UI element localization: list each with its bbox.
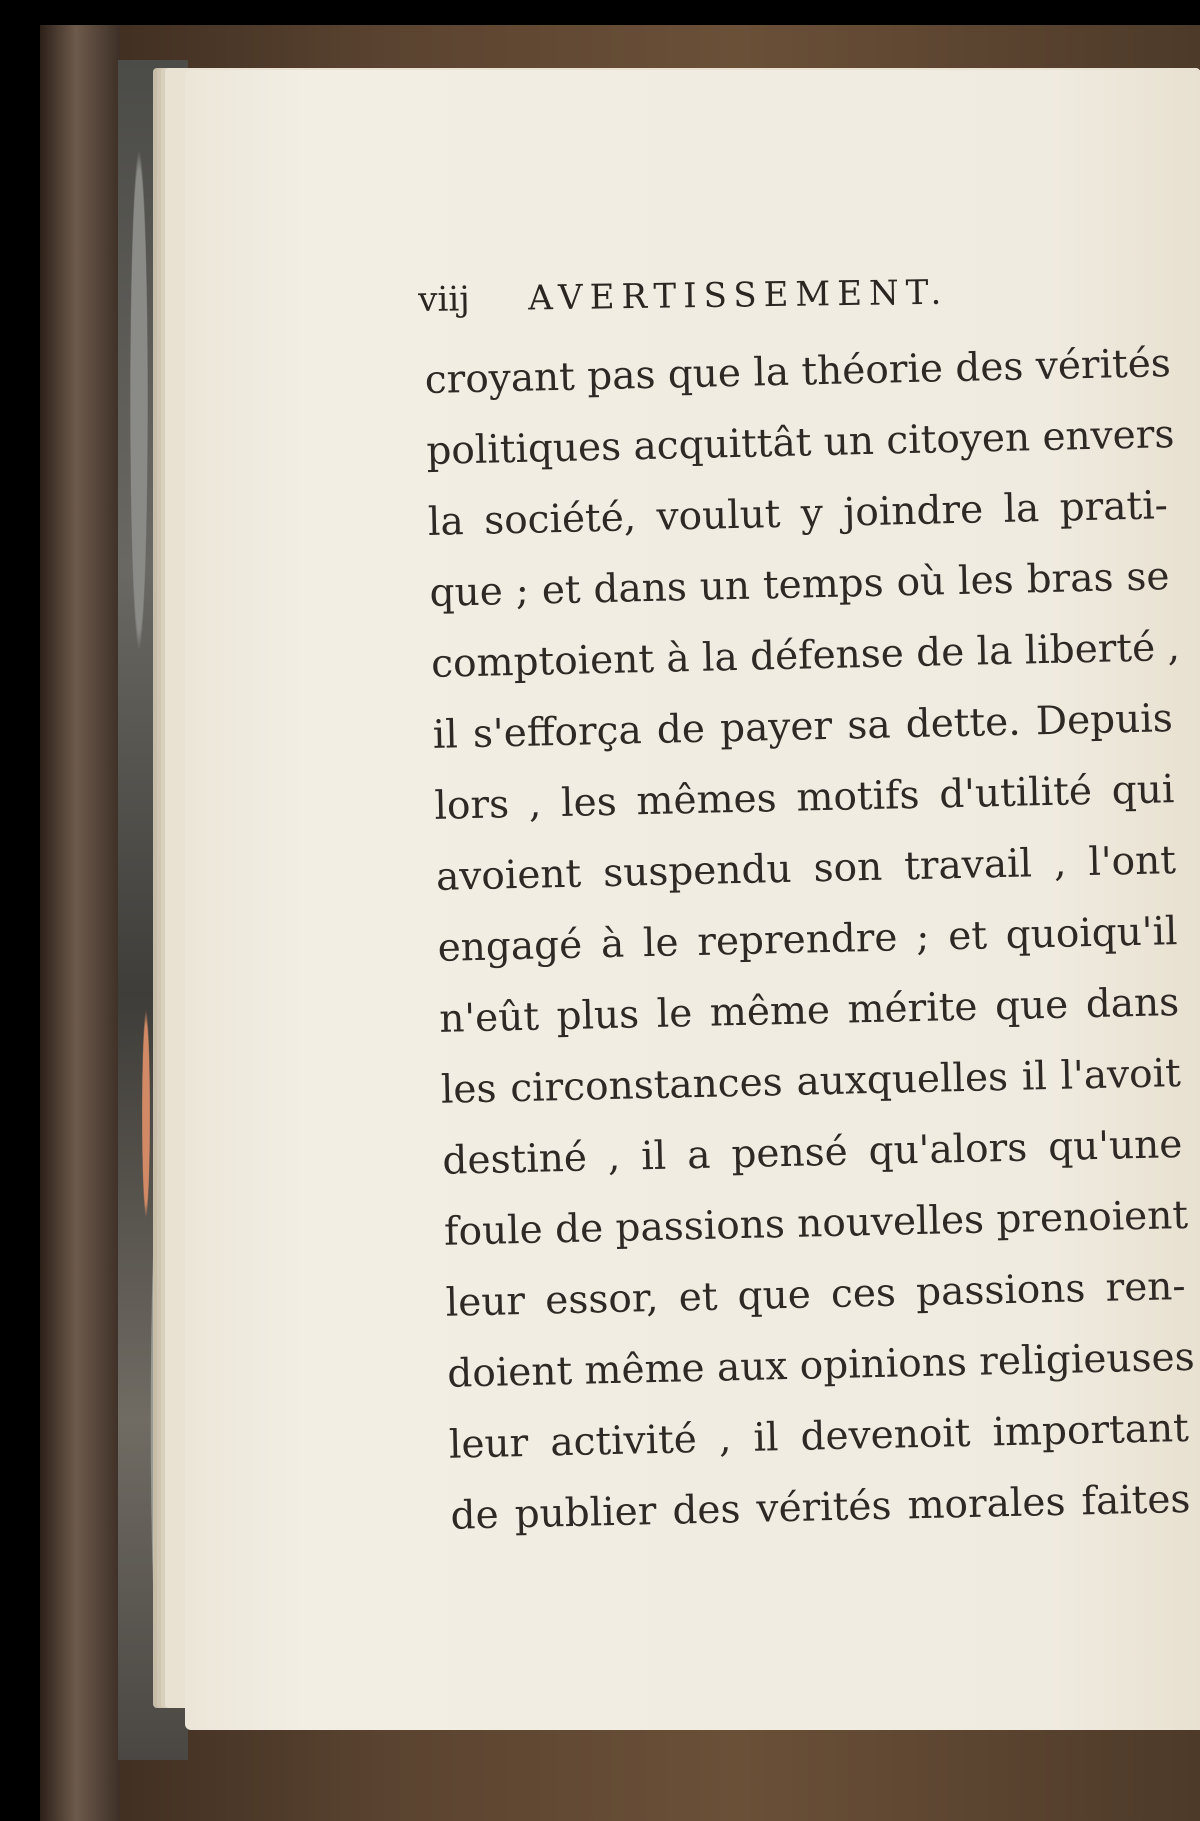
page-number: viij — [418, 279, 471, 320]
text-line: doient même aux opinions religieuses — [446, 1334, 1196, 1397]
text-line: il s'efforça de payer sa dette. Depuis — [432, 696, 1174, 758]
running-head — [418, 272, 1019, 320]
text-line: lors , les mêmes motifs d'utilité qui — [433, 767, 1175, 829]
text-line: avoient suspendu son travail , l'ont — [435, 838, 1177, 900]
text-line: foule de passions nouvelles prenoient — [443, 1192, 1189, 1255]
body-text — [424, 328, 1196, 1551]
text-line: engagé à le reprendre ; et quoiqu'il — [437, 909, 1179, 971]
text-line: destiné , il a pensé qu'alors qu'une — [442, 1122, 1183, 1184]
text-line: n'eût plus le même mérite que dans — [438, 980, 1180, 1042]
text-line: la société, voulut y joindre la prati- — [427, 483, 1169, 545]
running-title: AVERTISSEMENT. — [527, 272, 949, 319]
text-line: les circonstances auxquelles il l'avoit — [440, 1051, 1182, 1113]
book-spine — [40, 25, 120, 1821]
text-line: leur activité , il devenoit important — [448, 1405, 1190, 1468]
text-line: croyant pas que la théorie des vérités — [424, 341, 1172, 403]
text-line: leur essor, et que ces passions ren- — [445, 1263, 1187, 1326]
text-line: de publier des vérités morales faites — [450, 1476, 1191, 1539]
text-line: politiques acquittât un citoyen envers — [425, 412, 1175, 474]
text-line: que ; et dans un temps où les bras se — [429, 554, 1170, 616]
text-line: comptoient à la défense de la liberté , — [430, 624, 1181, 687]
